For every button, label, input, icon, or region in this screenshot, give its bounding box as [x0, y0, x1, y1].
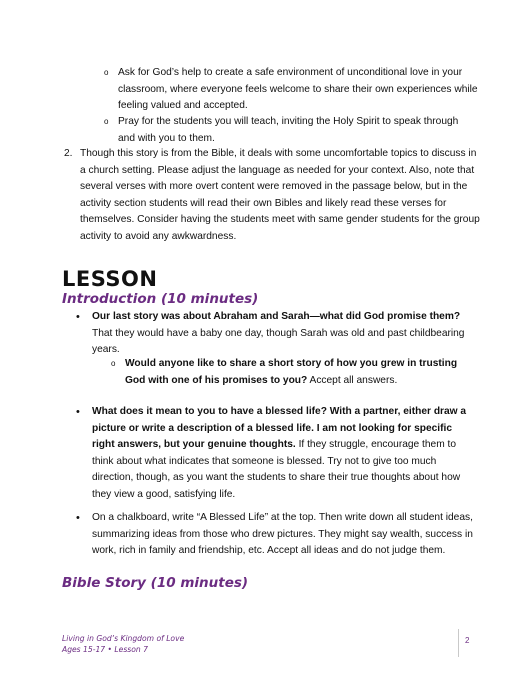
prep-sub-item-2-text: Pray for the students you will teach, inviting the Holy Spirit to speak through and with you to them. — [118, 116, 459, 144]
prep-item-2 — [64, 146, 480, 245]
circle-bullet-icon: o — [104, 117, 109, 126]
circle-bullet-icon: o — [111, 359, 116, 368]
intro-bullet-1-answer: That they would have a baby one day, though Sarah was old and past childbearing years. — [92, 327, 465, 355]
intro-bullet-2-guidance: If they struggle, encourage them to think about what indicates that someone is blessed. Try not to give too much direction, though, as you want the students to share their true thoughts about how they view a good, satisfying life. — [92, 439, 461, 500]
intro-bullet-3-text: On a chalkboard, write “A Blessed Life” at the top. Then write down all student ideas, summarizing ideas from those who drew pictures. They might say wealth, success in work, rich in family and friendship, etc. Accept all ideas and do not judge them. — [92, 512, 473, 556]
list-number: 2. — [64, 148, 73, 159]
intro-heading: Introduction (10 minutes) — [62, 291, 259, 307]
footer-divider — [458, 629, 459, 657]
circle-bullet-icon: o — [104, 68, 109, 77]
bible-story-heading: Bible Story (10 minutes) — [62, 575, 249, 591]
prep-sub-item-1-text: Ask for God’s help to create a safe environment of unconditional love in your classroom, where everyone feels welcome to share their own experiences while feeling valued and accepted. — [118, 67, 478, 111]
lesson-heading: LESSON — [62, 267, 158, 291]
prep-item-2-text: Though this story is from the Bible, it deals with some uncomfortable topics to discuss in a church setting. Please adjust the language as needed for your context. Also, note that several verses with more overt content were removed in the passage below, but in the activity section students will read their own Bibles and likely read these verses for themselves. Consider having the students meet with same gender students for the group activity to avoid any awkwardness. — [80, 148, 480, 242]
intro-bullet-3 — [76, 510, 476, 560]
intro-bullet-2 — [76, 404, 476, 503]
footer-subtitle: Ages 15-17 • Lesson 7 — [62, 645, 148, 654]
intro-bullet-1 — [76, 309, 476, 359]
footer-title: Living in God’s Kingdom of Love — [62, 634, 185, 643]
page-footer — [62, 633, 184, 655]
intro-bullet-2-question: What does it mean to you to have a blessed life? With a partner, either draw a picture or write a description of a blessed life. I am not looking for specific right answers, but your genuine thoughts. — [92, 406, 467, 450]
bullet-icon: • — [76, 512, 80, 524]
bullet-icon: • — [76, 406, 80, 418]
intro-sub-item-answer: Accept all answers. — [307, 374, 398, 386]
page-number: 2 — [465, 636, 470, 645]
prep-sub-item-1 — [104, 65, 478, 115]
bullet-icon: • — [76, 311, 80, 323]
intro-sub-item-question: Would anyone like to share a short story of how you grew in trusting God with one of his promises to you? — [125, 358, 458, 386]
intro-bullet-1-question: Our last story was about Abraham and Sarah—what did God promise them? — [92, 311, 461, 322]
intro-sub-item — [111, 356, 477, 389]
prep-sub-item-2 — [104, 114, 478, 147]
